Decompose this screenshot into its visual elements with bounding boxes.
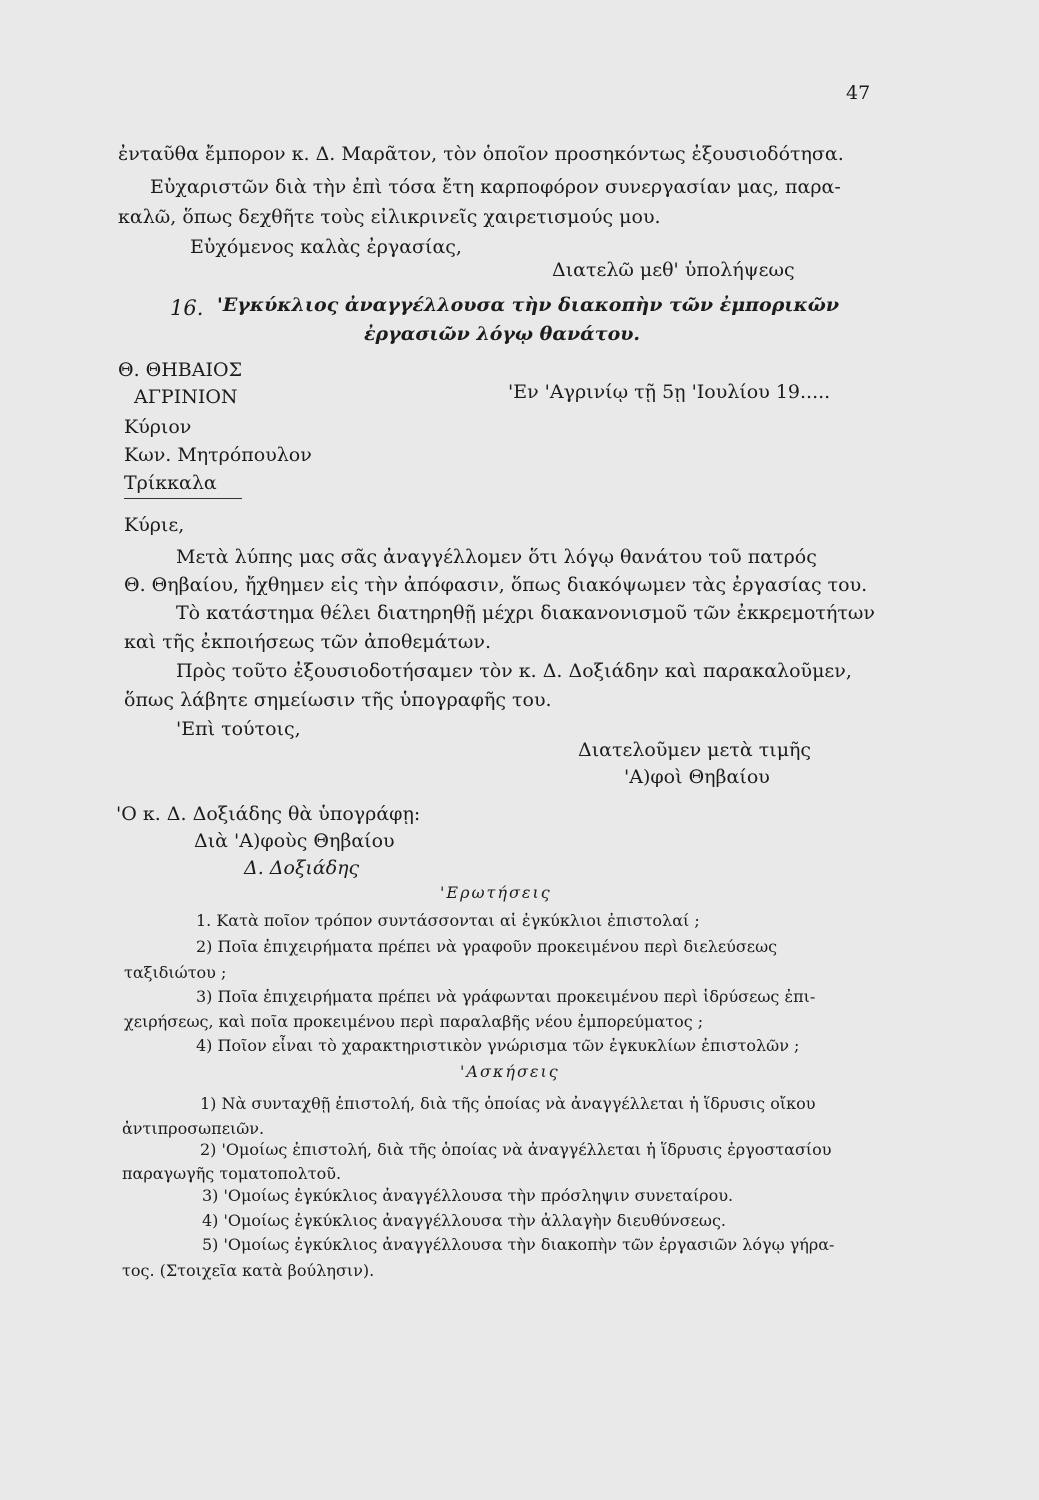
letter-body-1: Μετὰ λύπης μας σᾶς ἀναγγέλλομεν ὅτι λόγῳ θανάτου τοῦ πατρός [176, 546, 817, 568]
exercise-1b: ἀντιπροσωπειῶν. [122, 1119, 265, 1138]
intro-line-4: Εὐχόμενος καλὰς ἐργασίας, [190, 236, 462, 258]
exercises-heading: 'Ασκήσεις [460, 1062, 560, 1081]
letter-body-3: Τὸ κατάστημα θέλει διατηρηθῇ μέχρι διακανονισμοῦ τῶν ἐκκρεμοτήτων [176, 602, 875, 624]
letter-closing-2: 'Α)φοὶ Θηβαίου [624, 766, 770, 788]
recipient-title: Κύριον [124, 416, 192, 438]
questions-heading: 'Ερωτήσεις [440, 883, 552, 902]
section-title-line-2: ἐργασιῶν λόγῳ θανάτου. [364, 323, 641, 345]
sender-name: Θ. ΘΗΒΑΙΟΣ [118, 359, 243, 381]
exercise-2b: παραγωγῆς τοματοπολτοῦ. [122, 1164, 342, 1183]
intro-line-3: καλῶ, ὅπως δεχθῆτε τοὺς εἰλικρινεῖς χαιρετισμούς μου. [118, 206, 661, 228]
signature-note: 'Ο κ. Δ. Δοξιάδης θὰ ὑπογράφῃ: [116, 803, 421, 825]
section-number: 16. [170, 296, 204, 320]
section-title-line-1: 'Εγκύκλιος ἀναγγέλλουσα τὴν διακοπὴν τῶν ἐμπορικῶν [217, 294, 840, 316]
question-4: 4) Ποῖον εἶναι τὸ χαρακτηριστικὸν γνώρισμα τῶν ἐγκυκλίων ἐπιστολῶν ; [196, 1036, 800, 1055]
intro-line-2: Εὐχαριστῶν διὰ τὴν ἐπὶ τόσα ἔτη καρποφόρον συνεργασίαν μας, παρα- [150, 176, 841, 198]
intro-closing: Διατελῶ μεθ' ὑπολήψεως [552, 259, 795, 281]
salutation: Κύριε, [124, 514, 185, 536]
intro-line-1: ἐνταῦθα ἔμπορον κ. Δ. Μαρᾶτον, τὸν ὁποῖον προσηκόντως ἐξουσιοδότησα. [118, 143, 844, 165]
letter-body-6: ὅπως λάβητε σημείωσιν τῆς ὑπογραφῆς του. [124, 689, 552, 711]
question-2b: ταξιδιώτου ; [124, 963, 227, 982]
letter-body-4: καὶ τῆς ἐκποιήσεως τῶν ἀποθεμάτων. [124, 631, 491, 653]
address-underline [124, 498, 242, 499]
exercise-5b: τος. (Στοιχεῖα κατὰ βούλησιν). [122, 1261, 375, 1280]
exercise-3: 3) 'Ομοίως ἐγκύκλιος ἀναγγέλλουσα τὴν πρόσληψιν συνεταίρου. [202, 1186, 734, 1205]
exercise-1a: 1) Νὰ συνταχθῇ ἐπιστολή, διὰ τῆς ὁποίας νὰ ἀναγγέλλεται ἡ ἵδρυσις οἴκου [200, 1094, 816, 1113]
letter-date: 'Εν 'Αγρινίῳ τῇ 5ῃ 'Ιουλίου 19..... [508, 381, 831, 403]
signature-name: Δ. Δοξιάδης [244, 857, 360, 879]
exercise-2a: 2) 'Ομοίως ἐπιστολή, διὰ τῆς ὁποίας νὰ ἀναγγέλλεται ἡ ἵδρυσις ἐργοστασίου [200, 1140, 832, 1159]
exercise-5a: 5) 'Ομοίως ἐγκύκλιος ἀναγγέλλουσα τὴν διακοπὴν τῶν ἐργασιῶν λόγῳ γήρα- [202, 1235, 835, 1254]
recipient-city: Τρίκκαλα [124, 472, 217, 494]
question-3b: χειρήσεως, καὶ ποῖα προκειμένου περὶ παραλαβῆς νέου ἐμπορεύματος ; [124, 1012, 704, 1031]
letter-body-2: Θ. Θηβαίου, ἤχθημεν εἰς τὴν ἀπόφασιν, ὅπως διακόψωμεν τὰς ἐργασίας του. [124, 574, 868, 596]
question-2a: 2) Ποῖα ἐπιχειρήματα πρέπει νὰ γραφοῦν προκειμένου περὶ διελεύσεως [196, 937, 778, 956]
letter-closing-1: Διατελοῦμεν μετὰ τιμῆς [578, 739, 812, 761]
exercise-4: 4) 'Ομοίως ἐγκύκλιος ἀναγγέλλουσα τὴν ἀλλαγὴν διευθύνσεως. [202, 1211, 727, 1230]
page-number: 47 [846, 82, 871, 104]
sender-city: ΑΓΡΙΝΙΟΝ [134, 386, 238, 408]
recipient-name: Κων. Μητρόπουλον [124, 444, 312, 466]
question-1: 1. Κατὰ ποῖον τρόπον συντάσσονται αἱ ἐγκύκλιοι ἐπιστολαί ; [196, 911, 700, 930]
letter-body-7: 'Επὶ τούτοις, [176, 718, 301, 740]
question-3a: 3) Ποῖα ἐπιχειρήματα πρέπει νὰ γράφωνται προκειμένου περὶ ἱδρύσεως ἐπι- [196, 987, 816, 1006]
letter-body-5: Πρὸς τοῦτο ἐξουσιοδοτήσαμεν τὸν κ. Δ. Δοξιάδην καὶ παρακαλοῦμεν, [176, 660, 852, 682]
signature-behalf: Διὰ 'Α)φοὺς Θηβαίου [194, 830, 395, 852]
